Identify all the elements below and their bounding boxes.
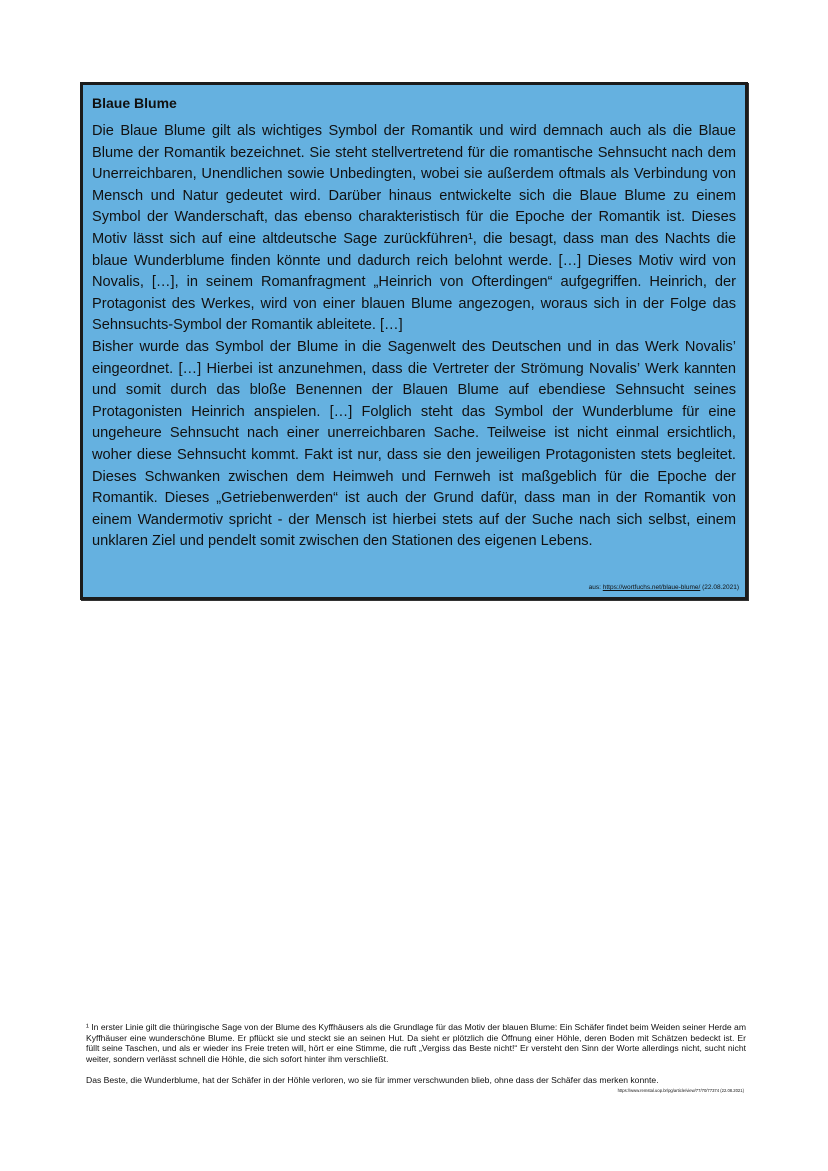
source-prefix: aus: (588, 584, 603, 591)
source-citation (589, 584, 739, 592)
footnote-text: ¹ In erster Linie gilt die thüringische Sage von der Blume des Kyffhäusers als die Grundlage für das Motiv der blauen Blume: Ein Schäfer findet beim Weiden seiner Herde am Kyffhäuser eine wunderschöne Blume. Er pflückt sie und steckt sie an seinen Hut. Da sieht er plötzlich die Öffnung einer Höhle, deren Boden mit Schätzen bedeckt ist. Er füllt seine Taschen, und als er wieder ins Freie treten will, hört er eine Stimme, die ruft „Vergiss das Beste nicht!“ Er versteht den Sinn der Worte allerdings nicht, sucht nicht weiter, sondern verlässt schnell die Höhle, die sich sofort hinter ihm verschließt. (86, 1022, 746, 1064)
body-paragraph-1: Die Blaue Blume gilt als wichtiges Symbol der Romantik und wird demnach auch als die Blaue Blume der Romantik bezeichnet. Sie steht stellvertretend für die romantische Sehnsucht nach dem Unerreichbaren, Unendlichen sowie Unbedingten, wobei sie außerdem oftmals als Verbindung von Mensch und Natur gedeutet wird. Darüber hinaus entwickelte sich die Blaue Blume zu einem Symbol der Wanderschaft, das ebenso charakteristisch für die Epoche der Romantik ist. Dieses Motiv lässt sich auf eine altdeutsche Sage zurückführen¹, die besagt, dass man des Nachts die blaue Wunderblume finden könnte und dadurch reich belohnt werde. […] Dieses Motiv wird von Novalis, […], in seinem Romanfragment „Heinrich von Ofterdingen“ aufgegriffen. Heinrich, der Protagonist des Werkes, wird von einer blauen Blume angezogen, woraus sich in der Folge das Sehnsuchts-Symbol der Romantik ableitete. […] (92, 123, 736, 334)
box-title: Blaue Blume (92, 95, 177, 111)
source-link[interactable]: https://wortfuchs.net/blaue-blume/ (602, 584, 701, 591)
quote-box (81, 83, 747, 599)
footnote-text-2: Das Beste, die Wunderblume, hat der Schäfer in der Höhle verloren, wo sie für immer verschwunden blieb, ohne dass der Schäfer das merken konnte. (86, 1075, 659, 1085)
source-date: (22.08.2021) (700, 584, 739, 591)
box-body (92, 121, 736, 553)
footnote (86, 1022, 746, 1086)
body-paragraph-2: Bisher wurde das Symbol der Blume in die Sagenwelt des Deutschen und in das Werk Novalis’ eingeordnet. […] Hierbei ist anzunehmen, dass die Vertreter der Strömung Novalis’ Werk kannten und somit durch das bloße Benennen der Blauen Blume auf ebendiese Sehnsucht seines Protagonisten Heinrich anspielen. […] Folglich steht das Symbol der Wunderblume für eine ungeheure Sehnsucht nach einer unerreichbaren Sache. Teilweise ist nicht einmal ersichtlich, woher diese Sehnsucht kommt. Fakt ist nur, dass sie den jeweiligen Protagonisten stets begleitet. Dieses Schwanken zwischen dem Heimweh und Fernweh ist maßgeblich für die Epoche der Romantik. Dieses „Getriebenwerden“ ist auch der Grund dafür, dass man in der Romantik von einem Wandermotiv spricht - der Mensch ist hierbei stets auf der Suche nach sich selbst, einem unklaren Ziel und pendelt somit zwischen den Stationen des eigenen Lebens. (92, 338, 736, 550)
footnote-source: https://www.remstal.uop.br/pg/article/view/77/70/77374 (22.08.2021) (617, 1088, 744, 1093)
